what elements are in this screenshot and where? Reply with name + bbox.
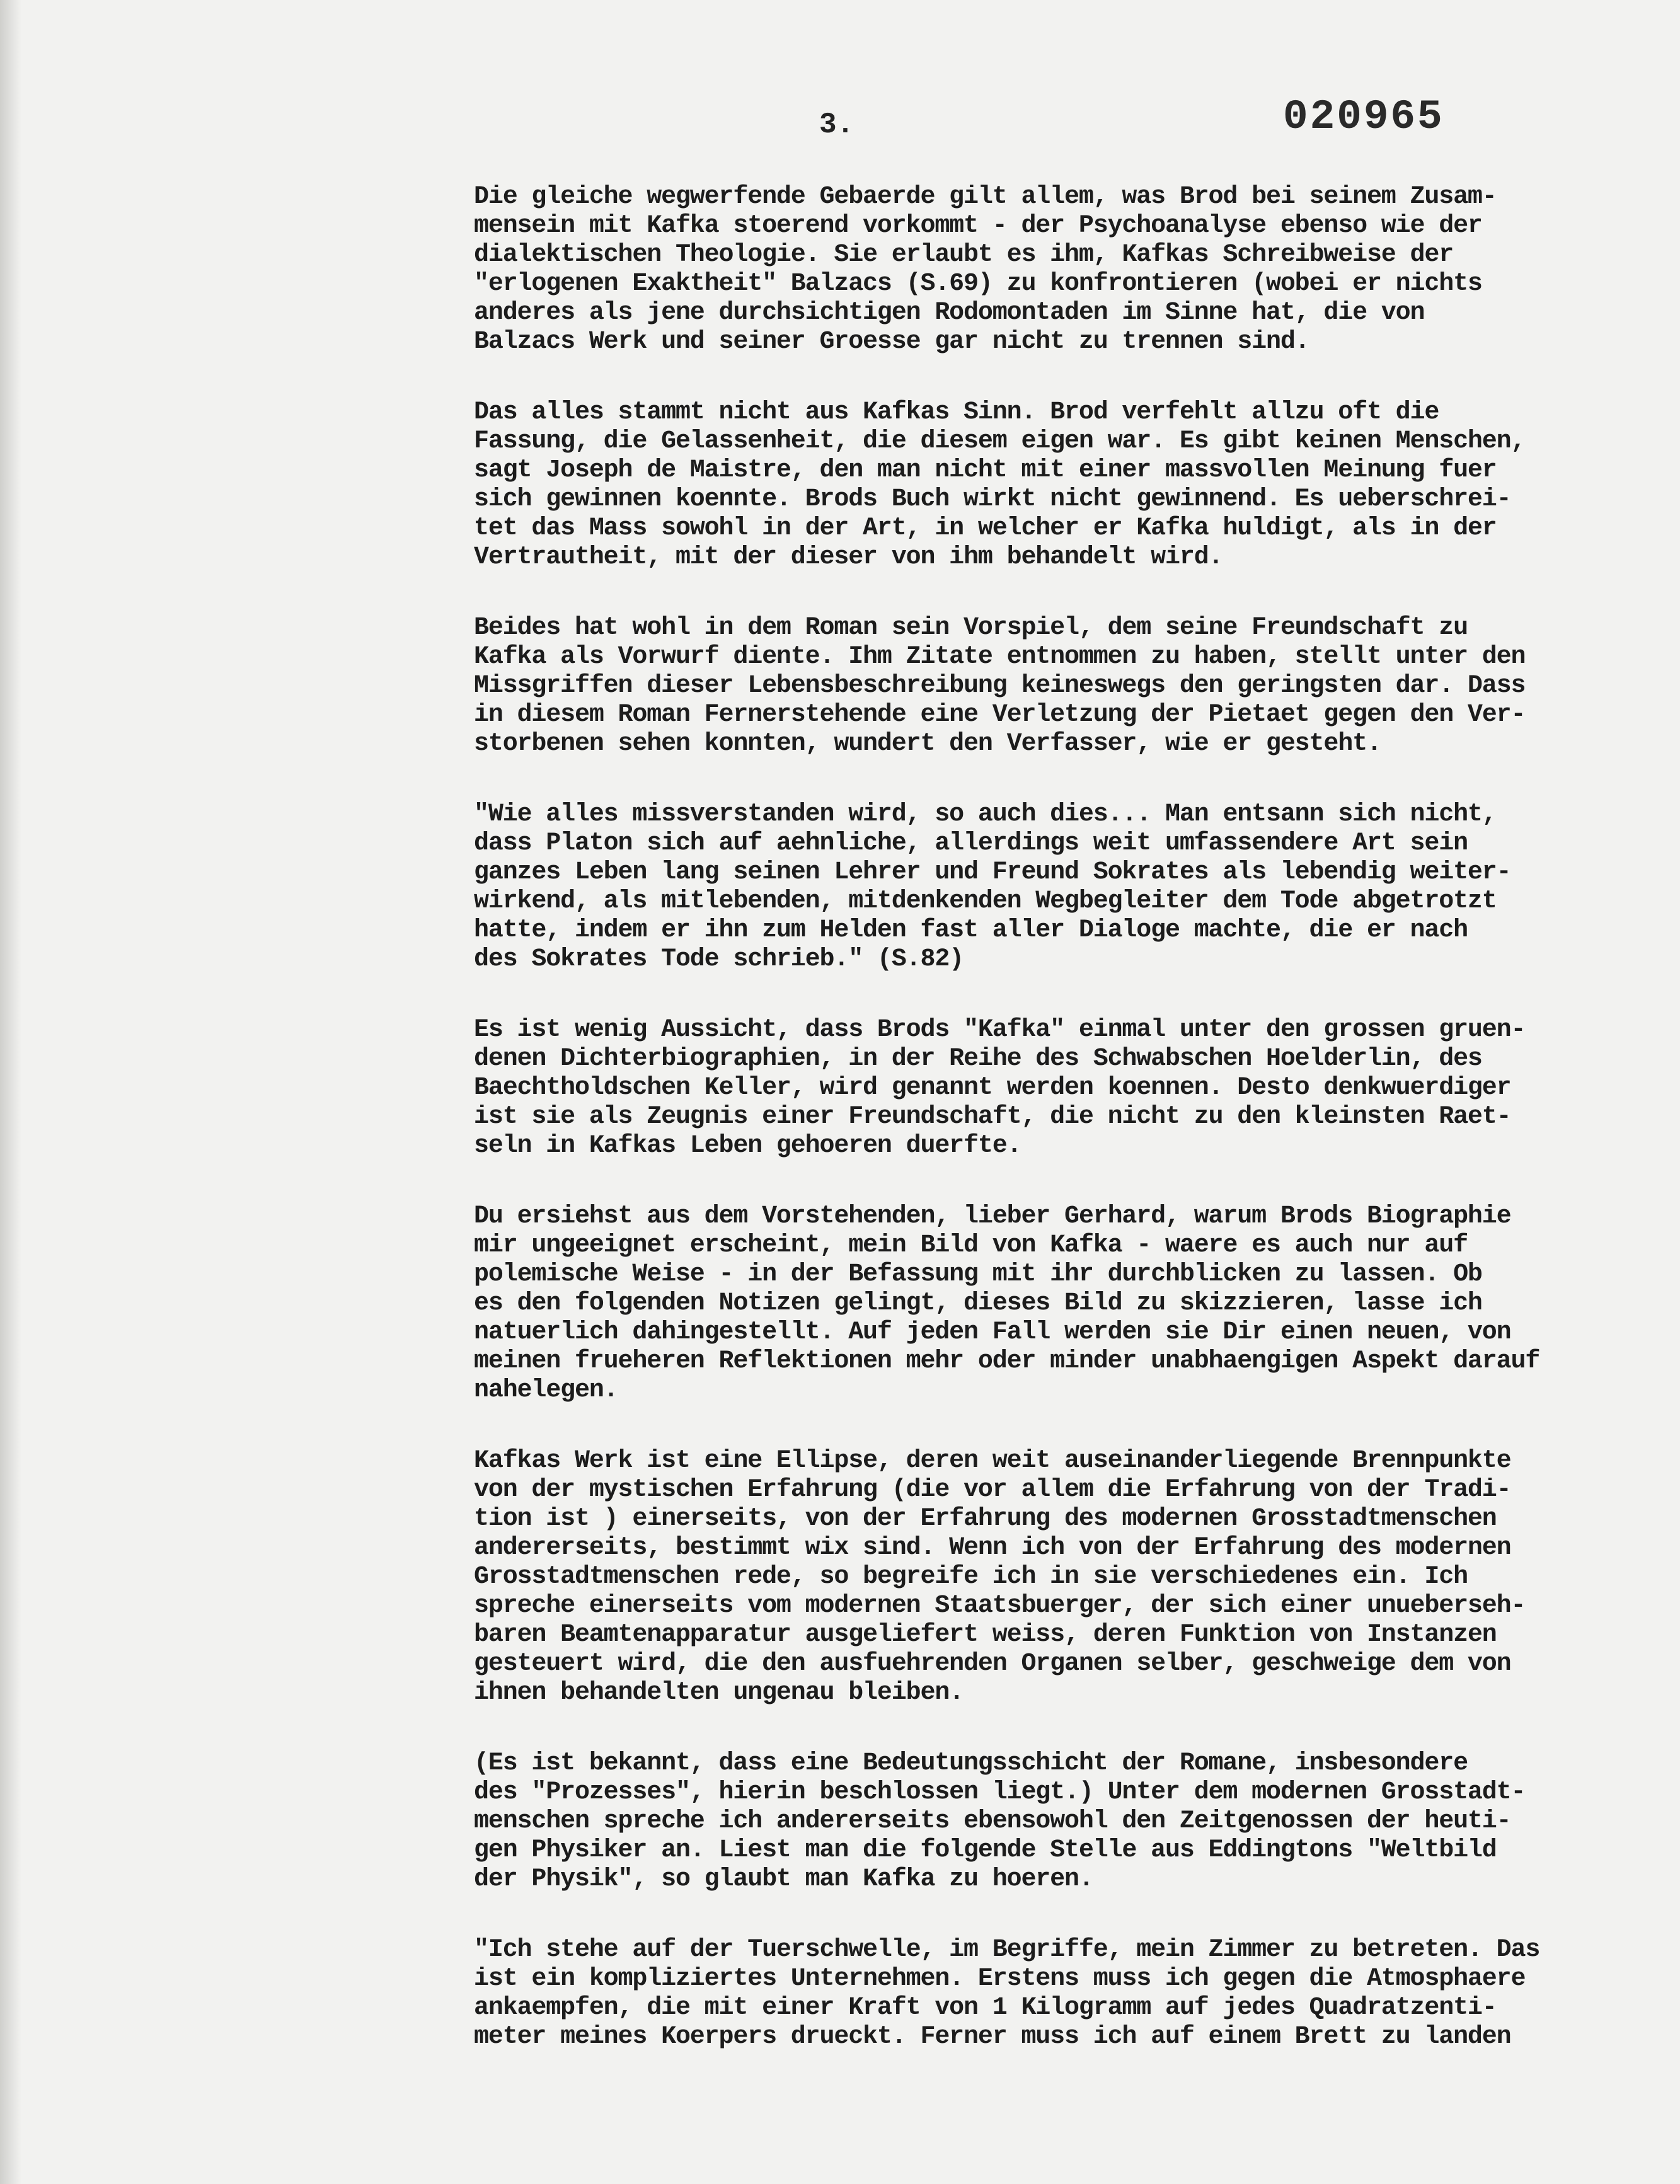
text-line: Vertrautheit, mit der dieser von ihm behandelt wird. <box>474 543 1223 572</box>
text-line: ist sie als Zeugnis einer Freundschaft, die nicht zu den kleinsten Raet- <box>474 1103 1511 1131</box>
text-line: der Physik", so glaubt man Kafka zu hoeren. <box>474 1865 1093 1894</box>
text-line: natuerlich dahingestellt. Auf jeden Fall werden sie Dir einen neuen, von <box>474 1318 1511 1347</box>
text-line: meinen frueheren Reflektionen mehr oder minder unabhaengigen Aspekt darauf <box>474 1347 1540 1376</box>
text-line: Kafka als Vorwurf diente. Ihm Zitate entnommen zu haben, stellt unter den <box>474 643 1526 671</box>
text-line: "Wie alles missverstanden wird, so auch dies... Man entsann sich nicht, <box>474 800 1497 829</box>
text-line: Kafkas Werk ist eine Ellipse, deren weit auseinanderliegende Brennpunkte <box>474 1447 1511 1475</box>
page-edge-shadow <box>0 0 21 2184</box>
text-line: gesteuert wird, die den ausfuehrenden Organen selber, geschweige dem von <box>474 1650 1511 1678</box>
paragraph <box>474 1447 1627 1708</box>
text-line: menschen spreche ich andererseits ebensowohl den Zeitgenossen der heuti- <box>474 1807 1511 1836</box>
paragraph <box>474 1202 1627 1405</box>
text-line: ist ein kompliziertes Unternehmen. Erstens muss ich gegen die Atmosphaere <box>474 1965 1526 1993</box>
text-line: Missgriffen dieser Lebensbeschreibung keineswegs den geringsten dar. Dass <box>474 672 1526 700</box>
text-line: Das alles stammt nicht aus Kafkas Sinn. Brod verfehlt allzu oft die <box>474 398 1439 427</box>
paragraph <box>474 183 1627 357</box>
text-line: "erlogenen Exaktheit" Balzacs (S.69) zu konfrontieren (wobei er nichts <box>474 270 1482 298</box>
text-line: andererseits, bestimmt wix sind. Wenn ich von der Erfahrung des modernen <box>474 1534 1511 1562</box>
text-line: ganzes Leben lang seinen Lehrer und Freund Sokrates als lebendig weiter- <box>474 858 1511 887</box>
text-line: Beides hat wohl in dem Roman sein Vorspiel, dem seine Freundschaft zu <box>474 614 1468 642</box>
paragraph <box>474 1749 1627 1894</box>
text-line: des "Prozesses", hierin beschlossen liegt.) Unter dem modernen Grosstadt- <box>474 1778 1526 1807</box>
text-line: dialektischen Theologie. Sie erlaubt es ihm, Kafkas Schreibweise der <box>474 241 1454 269</box>
text-line: polemische Weise - in der Befassung mit ihr durchblicken zu lassen. Ob <box>474 1260 1482 1289</box>
text-line: Die gleiche wegwerfende Gebaerde gilt allem, was Brod bei seinem Zusam- <box>474 183 1497 211</box>
text-line: seln in Kafkas Leben gehoeren duerfte. <box>474 1132 1021 1160</box>
text-line: denen Dichterbiographien, in der Reihe des Schwabschen Hoelderlin, des <box>474 1045 1482 1073</box>
paragraph <box>474 800 1627 974</box>
text-line: mir ungeeignet erscheint, mein Bild von Kafka - waere es auch nur auf <box>474 1231 1468 1260</box>
text-line: mensein mit Kafka stoerend vorkommt - der Psychoanalyse ebenso wie der <box>474 212 1482 240</box>
text-line: hatte, indem er ihn zum Helden fast aller Dialoge machte, die er nach <box>474 916 1468 945</box>
text-line: tion ist ) einerseits, von der Erfahrung des modernen Grosstadtmenschen <box>474 1505 1497 1533</box>
text-line: anderes als jene durchsichtigen Rodomontaden im Sinne hat, die von <box>474 299 1425 327</box>
text-line: Fassung, die Gelassenheit, die diesem eigen war. Es gibt keinen Menschen, <box>474 427 1526 456</box>
text-line: tet das Mass sowohl in der Art, in welcher er Kafka huldigt, als in der <box>474 514 1497 543</box>
text-line: es den folgenden Notizen gelingt, dieses Bild zu skizzieren, lasse ich <box>474 1289 1482 1318</box>
paragraph <box>474 1016 1627 1161</box>
text-line: sich gewinnen koennte. Brods Buch wirkt nicht gewinnend. Es ueberschrei- <box>474 485 1511 514</box>
text-line: wirkend, als mitlebenden, mitdenkenden Wegbegleiter dem Tode abgetrotzt <box>474 887 1497 916</box>
text-line: ankaempfen, die mit einer Kraft von 1 Kilogramm auf jedes Quadratzenti- <box>474 1994 1497 2022</box>
typed-body-text <box>474 183 1627 2093</box>
text-line: Grosstadtmenschen rede, so begreife ich in sie verschiedenes ein. Ich <box>474 1563 1468 1591</box>
paragraph <box>474 1936 1627 2052</box>
text-line: storbenen sehen konnten, wundert den Verfasser, wie er gesteht. <box>474 730 1381 758</box>
text-line: von der mystischen Erfahrung (die vor allem die Erfahrung von der Tradi- <box>474 1476 1511 1504</box>
text-line: des Sokrates Tode schrieb." (S.82) <box>474 945 964 974</box>
text-line: "Ich stehe auf der Tuerschwelle, im Begriffe, mein Zimmer zu betreten. Das <box>474 1936 1540 1964</box>
text-line: gen Physiker an. Liest man die folgende Stelle aus Eddingtons "Weltbild <box>474 1836 1497 1865</box>
paragraph <box>474 398 1627 572</box>
text-line: baren Beamtenapparatur ausgeliefert weiss, deren Funktion von Instanzen <box>474 1621 1497 1649</box>
text-line: (Es ist bekannt, dass eine Bedeutungsschicht der Romane, insbesondere <box>474 1749 1468 1778</box>
text-line: in diesem Roman Fernerstehende eine Verletzung der Pietaet gegen den Ver- <box>474 701 1526 729</box>
text-line: Baechtholdschen Keller, wird genannt werden koennen. Desto denkwuerdiger <box>474 1074 1511 1102</box>
text-line: sagt Joseph de Maistre, den man nicht mit einer massvollen Meinung fuer <box>474 456 1497 485</box>
text-line: Du ersiehst aus dem Vorstehenden, lieber Gerhard, warum Brods Biographie <box>474 1202 1511 1231</box>
text-line: spreche einerseits vom modernen Staatsbuerger, der sich einer unueberseh- <box>474 1592 1526 1620</box>
text-line: nahelegen. <box>474 1376 618 1405</box>
text-line: Balzacs Werk und seiner Groesse gar nicht zu trennen sind. <box>474 328 1309 356</box>
text-line: dass Platon sich auf aehnliche, allerdings weit umfassendere Art sein <box>474 829 1468 858</box>
text-line: Es ist wenig Aussicht, dass Brods "Kafka" einmal unter den grossen gruen- <box>474 1016 1526 1044</box>
text-line: ihnen behandelten ungenau bleiben. <box>474 1679 964 1707</box>
text-line: meter meines Koerpers drueckt. Ferner muss ich auf einem Brett zu landen <box>474 2023 1511 2051</box>
archive-number-stamp: 020965 <box>1283 93 1444 141</box>
page-number: 3. <box>819 108 854 141</box>
paragraph <box>474 614 1627 759</box>
